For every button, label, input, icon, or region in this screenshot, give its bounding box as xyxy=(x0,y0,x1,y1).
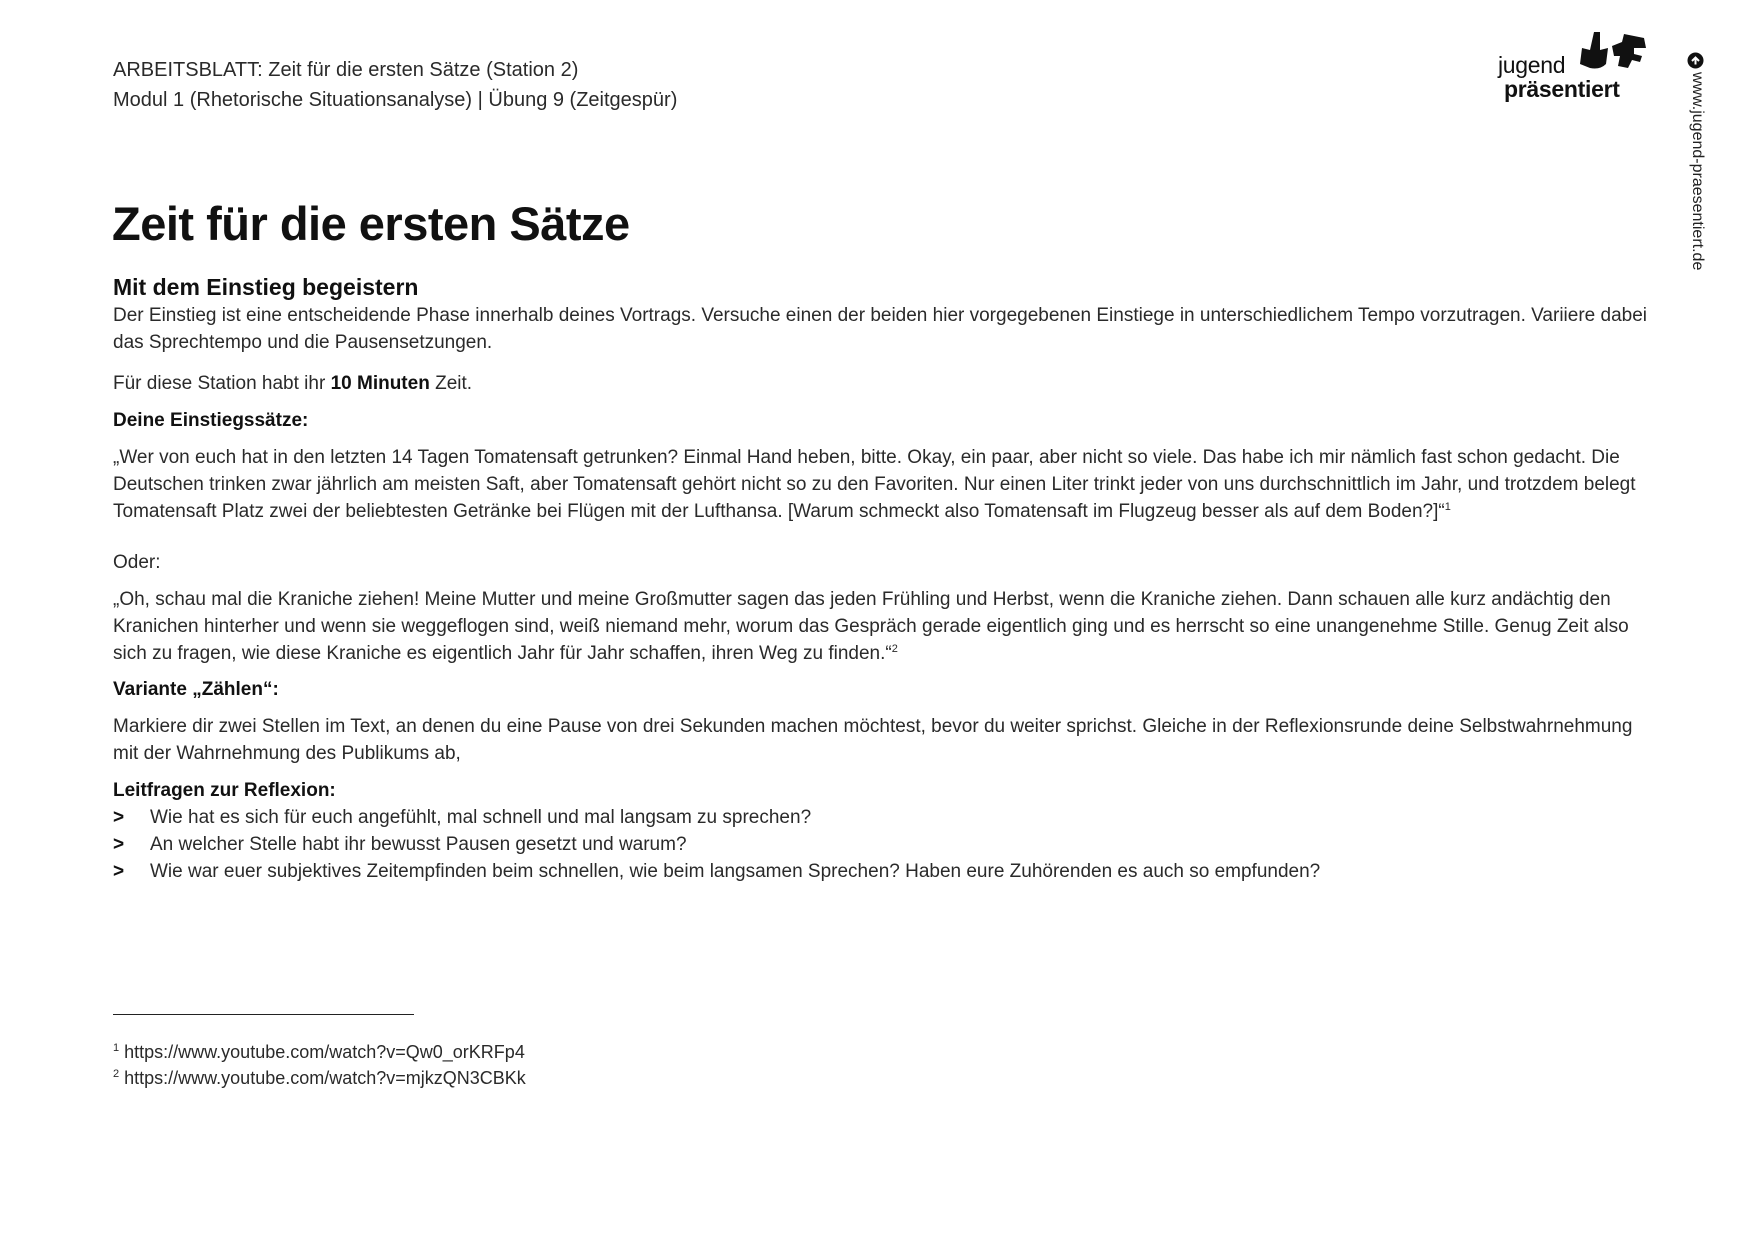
sidebar-website xyxy=(1685,52,1715,271)
quote-1-text: „Wer von euch hat in den letzten 14 Tagen Tomatensaft getrunken? Einmal Hand heben, bitte. Okay, ein paar, aber nicht so viele. Das habe ich mir nämlich fast schon gedacht. Die Deutschen trinken zwar jährlich am meisten Saft, aber Tomatensaft gehört nicht so zu den Favoriten. Nur einen Liter trinkt jeder von uns durchschnittlich im Jahr, und trotzdem belegt Tomatensaft Platz zwei der beliebtesten Getränke bei Flügen mit der Lufthansa. [Warum schmeckt also Tomatensaft im Flugzeug besser als auf dem Boden?]“ xyxy=(113,447,1636,522)
footnote-2-link[interactable]: https://www.youtube.com/watch?v=mjkzQN3CBKk xyxy=(124,1068,526,1088)
website-url[interactable]: www.jugend-praesentiert.de xyxy=(1689,72,1706,271)
intro-paragraph: Der Einstieg ist eine entscheidende Phase innerhalb deines Vortrags. Versuche einen der beiden hier vorgegebenen Einstiege in unterschiedlichem Tempo vorzutragen. Variiere dabei das Sprechtempo und die Pausensetzungen. xyxy=(113,305,1647,353)
footnote-ref-2[interactable]: 2 xyxy=(891,643,898,655)
logo-word-praesentiert: präsentiert xyxy=(1504,76,1620,102)
footnote-1 xyxy=(113,1039,526,1065)
quote-2-text: „Oh, schau mal die Kraniche ziehen! Meine Mutter und meine Großmutter sagen das jeden Frühling und Herbst, wenn die Kraniche ziehen. Dann schauen alle kurz andächtig den Kranichen hinterher und wenn sie weggeflogen sind, weiß niemand mehr, worum das Gespräch gerade eigentlich ging und es herrscht so eine unangenehme Stille. Genug Zeit also sich zu fragen, wie diese Kraniche es eigentlich Jahr für Jahr schaffen, ihren Weg zu finden.“ xyxy=(113,589,1629,664)
bullet-marker: > xyxy=(113,807,125,828)
variante-heading: Variante „Zählen“: xyxy=(113,679,279,700)
quote-tomatensaft xyxy=(113,444,1653,525)
time-info-duration: 10 Minuten xyxy=(330,373,430,394)
variante-paragraph: Markiere dir zwei Stellen im Text, an denen du eine Pause von drei Sekunden machen möchtest, bevor du weiter sprichst. Gleiche in der Reflexionsrunde deine Selbstwahrnehmung mit der Wahrnehmung des Publikums ab, xyxy=(113,716,1633,764)
list-item-text: Wie hat es sich für euch angefühlt, mal schnell und mal langsam zu sprechen? xyxy=(150,807,812,828)
header-worksheet-title: ARBEITSBLATT: Zeit für die ersten Sätze (Station 2) xyxy=(113,59,579,81)
time-info-after: Zeit. xyxy=(429,373,473,394)
section-subtitle: Mit dem Einstieg begeistern xyxy=(113,274,419,300)
footnote-1-link[interactable]: https://www.youtube.com/watch?v=Qw0_orKRFp4 xyxy=(124,1042,525,1062)
list-item xyxy=(113,804,1653,831)
footnote-ref-1[interactable]: 1 xyxy=(1444,501,1451,513)
logo-mark-icon xyxy=(1578,30,1648,82)
main-content xyxy=(113,272,1653,885)
leitfragen-list xyxy=(113,804,1653,885)
bullet-marker: > xyxy=(113,861,125,882)
document-header xyxy=(113,55,677,115)
leitfragen-heading: Leitfragen zur Reflexion: xyxy=(113,780,336,801)
page-title: Zeit für die ersten Sätze xyxy=(112,197,630,250)
website-arrow-icon xyxy=(1687,52,1704,69)
oder-label: Oder: xyxy=(113,552,161,573)
footnote-2-number: 2 xyxy=(113,1068,120,1080)
einstiege-heading: Deine Einstiegssätze: xyxy=(113,410,309,431)
footnote-divider xyxy=(113,1014,414,1015)
list-item xyxy=(113,831,1653,858)
footnote-2 xyxy=(113,1065,526,1091)
list-item-text: An welcher Stelle habt ihr bewusst Pausen gesetzt und warum? xyxy=(150,834,687,855)
list-item-text: Wie war euer subjektives Zeitempfinden beim schnellen, wie beim langsamen Sprechen? Haben eure Zuhörenden es auch so empfunden? xyxy=(150,861,1321,882)
time-info xyxy=(113,370,1653,397)
time-info-before: Für diese Station habt ihr xyxy=(113,373,331,394)
logo-word-jugend: jugend xyxy=(1498,52,1566,78)
footnotes xyxy=(113,1039,526,1091)
footnote-1-number: 1 xyxy=(113,1042,120,1054)
quote-kraniche xyxy=(113,586,1653,667)
jugend-praesentiert-logo xyxy=(1496,30,1656,110)
bullet-marker: > xyxy=(113,834,125,855)
header-module-line: Modul 1 (Rhetorische Situationsanalyse) | Übung 9 (Zeitgespür) xyxy=(113,89,678,111)
list-item xyxy=(113,858,1653,885)
